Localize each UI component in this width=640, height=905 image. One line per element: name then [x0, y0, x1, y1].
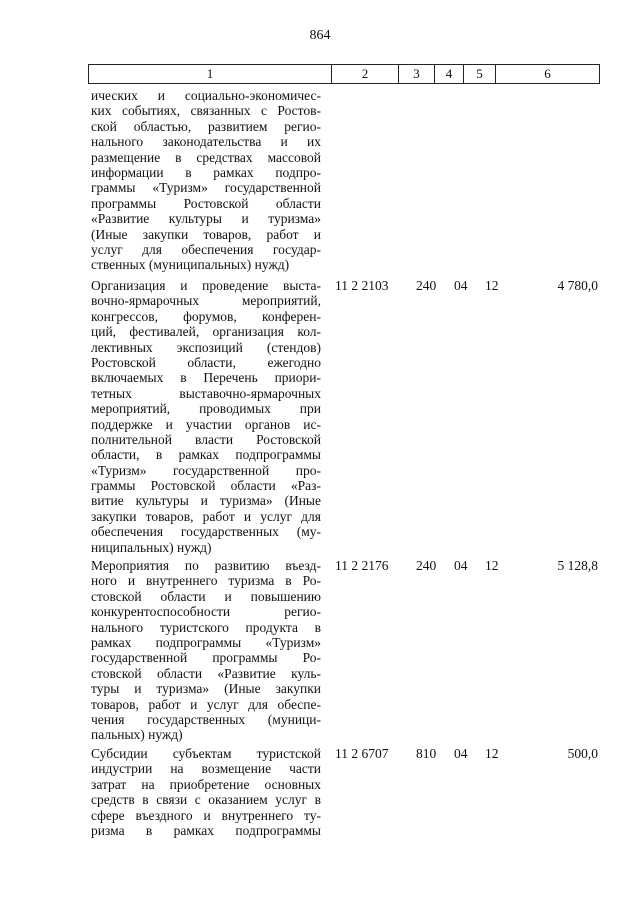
description-line: Субсидии субъектам туристской — [91, 746, 321, 761]
row-subsection: 12 — [485, 746, 499, 761]
row-code: 11 2 2176 — [335, 558, 389, 573]
description-line: ской областью, развитием регио- — [91, 118, 321, 134]
description-line: ризма в рамках подпрограммы — [91, 822, 321, 838]
description-line: пальных) нужд) — [91, 727, 183, 743]
description-line: «Туризм» государственной про- — [91, 462, 321, 478]
header-col-1: 1 — [206, 66, 214, 81]
description-line: полнительной власти Ростовской — [91, 431, 321, 447]
description-line: рамках подпрограммы «Туризм» — [91, 634, 321, 650]
description-line: индустрии на возмещение части — [91, 761, 321, 777]
row-section: 04 — [454, 746, 468, 761]
row-section: 04 — [454, 278, 468, 293]
description-line: включаемых в Перечень приори- — [91, 370, 321, 386]
description-line: программы Ростовской области — [91, 195, 321, 211]
description-line: конгрессов, форумов, конферен- — [91, 308, 321, 324]
table-header — [88, 64, 600, 84]
row-amount: 5 128,8 — [557, 558, 598, 573]
description-line: витие культуры и туризма» (Иные — [91, 493, 321, 509]
description-line: туры и туризма» (Иные закупки — [91, 681, 321, 697]
description-line: размещение в средствах массовой — [91, 149, 321, 165]
table-row-description — [91, 558, 321, 743]
description-line: ственных (муниципальных) нужд) — [91, 257, 290, 273]
row-code: 11 2 6707 — [335, 746, 389, 761]
description-line: Ростовской области, ежегодно — [91, 354, 321, 370]
description-line: ических и социально-экономичес- — [91, 88, 321, 103]
description-line: граммы «Туризм» государственной — [91, 180, 321, 196]
header-col-5: 5 — [476, 66, 483, 81]
row-type: 240 — [416, 278, 437, 293]
description-line: товаров, работ и услуг для обеспе- — [91, 696, 321, 712]
page-number: 864 — [309, 28, 331, 43]
description-line: конкурентоспособности регио- — [91, 604, 321, 620]
row-section: 04 — [454, 558, 468, 573]
row-subsection: 12 — [485, 278, 499, 293]
description-line: сфере въездного и внутреннего ту- — [91, 807, 321, 823]
table-row-description — [91, 278, 321, 555]
description-line: лективных экспозиций (стендов) — [91, 339, 321, 355]
row-subsection: 12 — [485, 558, 499, 573]
table-row-description — [91, 746, 321, 838]
row-type: 240 — [416, 558, 437, 573]
row-amount: 500,0 — [567, 746, 598, 761]
description-line: мероприятий, проводимых при — [91, 401, 321, 417]
description-line: граммы Ростовской области «Раз- — [91, 478, 321, 494]
description-line: вочно-ярмарочных мероприятий, — [91, 293, 321, 309]
description-line: закупки товаров, работ и услуг для — [91, 508, 321, 524]
header-col-2: 2 — [361, 66, 369, 81]
table-row-description — [91, 88, 321, 273]
description-line: Организация и проведение выста- — [91, 278, 321, 293]
description-line: ного и внутреннего туризма в Ро- — [91, 573, 321, 589]
description-line: услуг для обеспечения государ- — [91, 241, 321, 257]
description-line: «Развитие культуры и туризма» — [91, 211, 321, 227]
row-code: 11 2 2103 — [335, 278, 389, 293]
description-line: тетных выставочно-ярмарочных — [91, 385, 321, 401]
description-line: ких событиях, связанных с Ростов- — [91, 103, 321, 119]
description-line: информации в рамках подпро- — [91, 164, 321, 180]
description-line: обеспечения государственных (му- — [91, 524, 321, 540]
description-line: чения государственных (муници- — [91, 711, 321, 727]
description-line: нального законодательства и их — [91, 134, 321, 150]
header-col-6: 6 — [544, 66, 551, 81]
row-amount: 4 780,0 — [557, 278, 598, 293]
description-line: ниципальных) нужд) — [91, 539, 212, 555]
description-line: Мероприятия по развитию въезд- — [91, 558, 321, 573]
header-col-4: 4 — [445, 66, 453, 81]
description-line: государственной программы Ро- — [91, 650, 321, 666]
description-line: области, в рамках подпрограммы — [91, 447, 321, 463]
row-type: 810 — [416, 746, 437, 761]
description-line: затрат на приобретение основных — [91, 776, 321, 792]
description-line: стовской области «Развитие куль- — [91, 665, 321, 681]
description-line: (Иные закупки товаров, работ и — [91, 226, 321, 242]
description-line: нального туристского продукта в — [91, 619, 321, 635]
header-col-3: 3 — [413, 66, 420, 81]
description-line: поддержке и участии органов ис- — [91, 416, 321, 432]
description-line: стовской области и повышению — [91, 588, 321, 604]
description-line: средств в связи с оказанием услуг в — [91, 792, 321, 808]
description-line: ций, фестивалей, организация кол- — [91, 324, 321, 340]
